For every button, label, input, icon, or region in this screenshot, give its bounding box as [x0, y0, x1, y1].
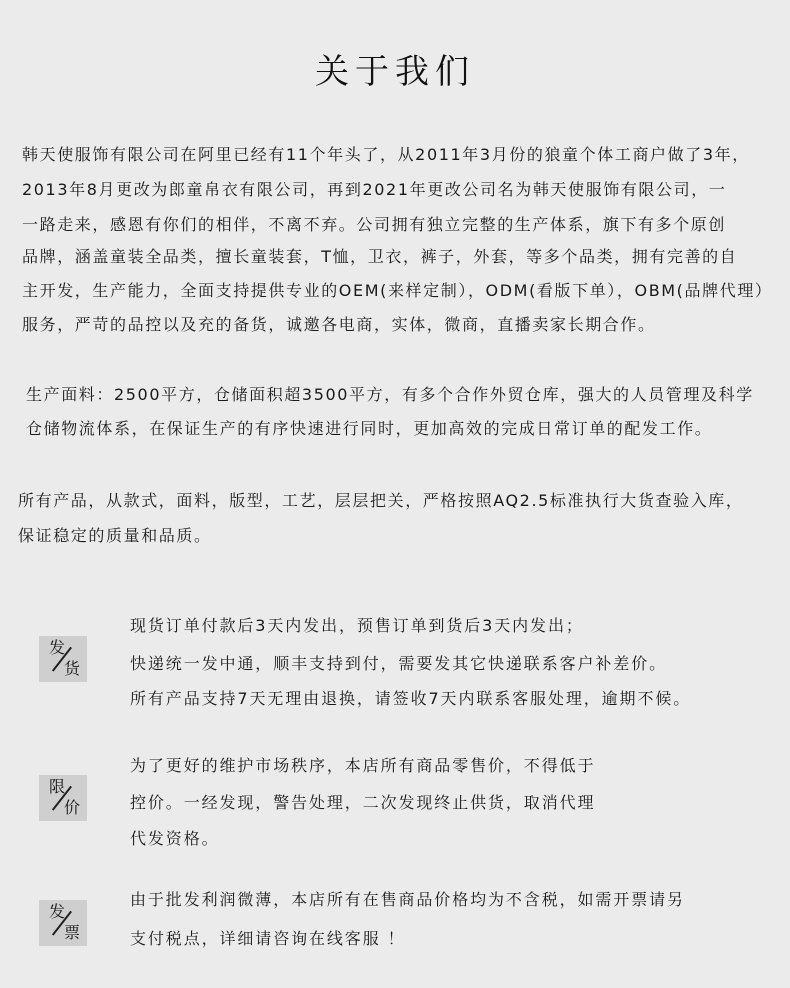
intro-line-5: 主开发，生产能力，全面支持提供专业的OEM(来样定制），ODM(看版下单），OBM(品牌代理）	[22, 281, 773, 300]
badge-char: 发	[49, 638, 66, 657]
price-control-line-1: 为了更好的维护市场秩序，本店所有商品零售价，不得低于	[130, 756, 596, 775]
price-control-line-3: 代发资格。	[130, 829, 220, 848]
price-control-badge	[39, 775, 87, 821]
facility-line-1: 生产面料：2500平方，仓储面积超3500平方，有多个合作外贸仓库，强大的人员管理及科学	[26, 385, 754, 404]
intro-line-6: 服务，严苛的品控以及充的备货，诚邀各电商，实体，微商，直播卖家长期合作。	[22, 315, 656, 334]
shipping-line-2: 快递统一发中通，顺丰支持到付，需要发其它快递联系客户补差价。	[130, 654, 668, 673]
badge-char: 限	[49, 777, 66, 796]
price-control-line-2: 控价。一经发现，警告处理，二次发现终止供货，取消代理	[130, 793, 596, 812]
page-title: 关于我们	[315, 52, 475, 92]
intro-line-3: 一路走来，感恩有你们的相伴，不离不弃。公司拥有独立完整的生产体系，旗下有多个原创	[22, 215, 727, 234]
invoice-line-2: 支付税点，详细请咨询在线客服 ！	[130, 929, 406, 948]
shipping-line-3: 所有产品支持7天无理由退换，请签收7天内联系客服处理，逾期不候。	[130, 689, 692, 708]
intro-line-4: 品牌，涵盖童装全品类，擅长童装套，T恤，卫衣，裤子，外套，等多个品类，拥有完善的自	[22, 247, 738, 266]
shipping-line-1: 现货订单付款后3天内发出，预售订单到货后3天内发出；	[130, 616, 584, 635]
badge-char: 票	[64, 923, 81, 942]
intro-line-2: 2013年8月更改为郎童帛衣有限公司，再到2021年更改公司名为韩天使服饰有限公司，一	[22, 180, 727, 199]
shipping-badge	[39, 636, 87, 682]
quality-line-2: 保证稳定的质量和品质。	[18, 526, 212, 545]
invoice-line-1: 由于批发利润微薄，本店所有在售商品价格均为不含税，如需开票请另	[130, 890, 685, 909]
quality-line-1: 所有产品，从款式，面料，版型，工艺，层层把关，严格按照AQ2.5标准执行大货查验入库，	[18, 491, 744, 510]
intro-line-1: 韩天使服饰有限公司在阿里已经有11个年头了，从2011年3月份的狼童个体工商户做了3年，	[22, 145, 750, 164]
badge-char: 货	[64, 659, 81, 678]
badge-char: 价	[64, 798, 81, 817]
facility-line-2: 仓储物流体系，在保证生产的有序快速进行同时，更加高效的完成日常订单的配发工作。	[26, 419, 713, 438]
badge-char: 发	[49, 902, 66, 921]
invoice-badge	[39, 900, 87, 946]
